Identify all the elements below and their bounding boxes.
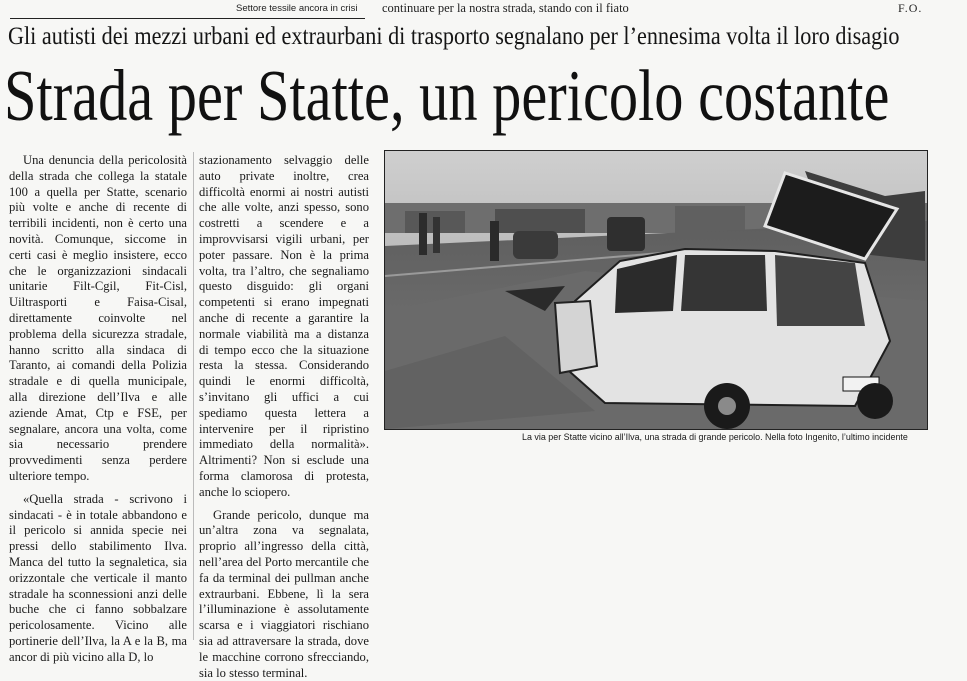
section-label: Settore tessile ancora in crisi — [236, 3, 358, 14]
continued-text: continuare per la nostra strada, stando con il fiato — [382, 1, 629, 15]
accident-photo — [384, 150, 928, 430]
paragraph: «Quella strada - scrivono i sindacati - è in totale abbandono e il pericolo si annida specie nei pressi dello stabilimento Ilva. Manca del tutto la segnaletica, sia orizzontale che verticale il manto stradale ha sconnessioni anzi delle buche che ci fanno sobbalzare pericolosamente. Vicino alle portinerie dell’Ilva, la A e la B, ma ancor di più vicino alla D, lo — [9, 491, 187, 664]
paragraph: Grande pericolo, dunque ma un’altra zona va segnalata, proprio all’ingresso della città, nell’area del Porto mercantile che fa da terminal dei pullman anche extraurbani. Ebbene, lì la sera l’illuminazione è assolutamente scarsa e i viaggiatori rischiano sia ad attraversare la strada, dove le macchine corrono sfrecciando, sia lo stesso terminal. — [199, 507, 369, 680]
photo-caption: La via per Statte vicino all’Ilva, una strada di grande pericolo. Nella foto Ingenito, l’ultimo incidente — [522, 432, 908, 443]
paragraph: Una denuncia della pericolosità della strada che collega la statale 100 a quella per Statte, scenario più volte e anche di recente di terribili incidenti, non è certo una novità. Comunque, siccome in certi casi è meglio insistere, ecco che le organizzazioni sindacali unitarie Filt-Cgil, Fit-Cisl, Uiltrasporti e Faisa-Cisal, direttamente coinvolte nel problema della sicurezza stradale, hanno scritto alla sindaca di Taranto, ai comandi della Polizia stradale e di quella municipale, alla direzione dell’Ilva e alle aziende Amat, Ctp e FSE, per segnalare, ancora una volta, come sia necessario prendere provvedimenti senza perdere ulteriore tempo. — [9, 153, 187, 483]
paragraph: stazionamento selvaggio delle auto private inoltre, crea difficoltà enormi ai nostri autisti che alle volte, anzi spesso, sono costretti a scendere e a improvvisarsi vigili urbani, per poter passare. Non è la prima volta, tra l’altro, che segnaliamo questo disguido: gli organi competenti si erano impegnati anche di recente a garantire la normale viabilità ma a distanza di tempo ecco che la situazione resta la stessa. Considerando quindi le enormi difficoltà, s’invitano gli uffici a cui spediamo questa lettera a intervenire per il ripristino immediato della normalità». Altrimenti? Non si esclude una forma clamorosa di protesta, anche lo sciopero. — [199, 153, 369, 499]
kicker: Gli autisti dei mezzi urbani ed extraurbani di trasporto segnalano per l’ennesima volta il loro disagio — [8, 21, 900, 50]
article-column-2 — [199, 153, 369, 680]
column-divider — [193, 152, 194, 640]
headline: Strada per Statte, un pericolo costante — [4, 55, 890, 136]
top-rule — [10, 18, 365, 19]
page-top-strip — [0, 0, 967, 22]
signature: F.O. — [898, 1, 923, 15]
article-column-1 — [9, 153, 187, 664]
